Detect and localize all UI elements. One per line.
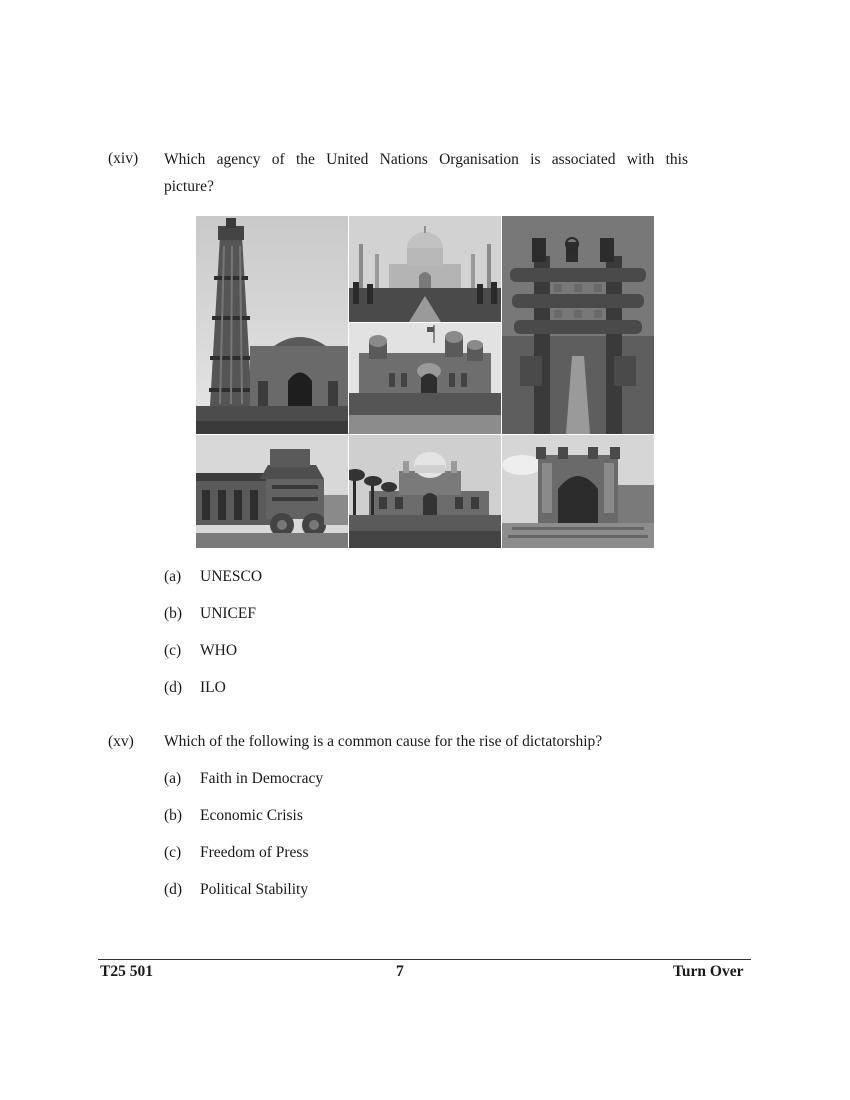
q15-option-c-letter: (c): [164, 844, 182, 861]
footer-paper-code: T25 501: [100, 963, 153, 980]
monuments-collage: [196, 216, 654, 548]
buland-darwaza-photo: [502, 435, 654, 548]
footer-turn-over: Turn Over: [673, 963, 744, 980]
question-14-number: (xiv): [108, 150, 139, 167]
question-14-text-line1: Which agency of the United Nations Organisation is associated with this: [164, 151, 688, 168]
q15-option-a-letter: (a): [164, 770, 182, 787]
red-fort-photo: [349, 323, 501, 434]
footer-divider: [98, 959, 751, 960]
q14-option-b-text: UNICEF: [200, 605, 256, 622]
q15-option-c-text: Freedom of Press: [200, 844, 309, 861]
q14-option-b-letter: (b): [164, 605, 183, 622]
q14-option-a-letter: (a): [164, 568, 182, 585]
q15-option-a-text: Faith in Democracy: [200, 770, 324, 787]
q14-option-c-text: WHO: [200, 642, 238, 659]
q14-option-d-letter: (d): [164, 679, 183, 696]
qutub-minar-photo: [196, 216, 348, 434]
q15-option-d-text: Political Stability: [200, 881, 309, 898]
question-15-number: (xv): [108, 733, 134, 750]
q15-option-d-letter: (d): [164, 881, 183, 898]
footer-page-number: 7: [396, 963, 404, 980]
question-14-text-line2: picture?: [164, 178, 214, 195]
humayuns-tomb-photo: [349, 435, 501, 548]
q14-option-c-letter: (c): [164, 642, 182, 659]
q15-option-b-text: Economic Crisis: [200, 807, 303, 824]
sanchi-gateway-photo: [502, 216, 654, 434]
q14-option-a-text: UNESCO: [200, 568, 263, 585]
hampi-stone-chariot-photo: [196, 435, 348, 548]
question-15-text: Which of the following is a common cause for the rise of dictatorship?: [164, 733, 603, 750]
q15-option-b-letter: (b): [164, 807, 183, 824]
q14-option-d-text: ILO: [200, 679, 226, 696]
taj-mahal-photo: [349, 216, 501, 322]
